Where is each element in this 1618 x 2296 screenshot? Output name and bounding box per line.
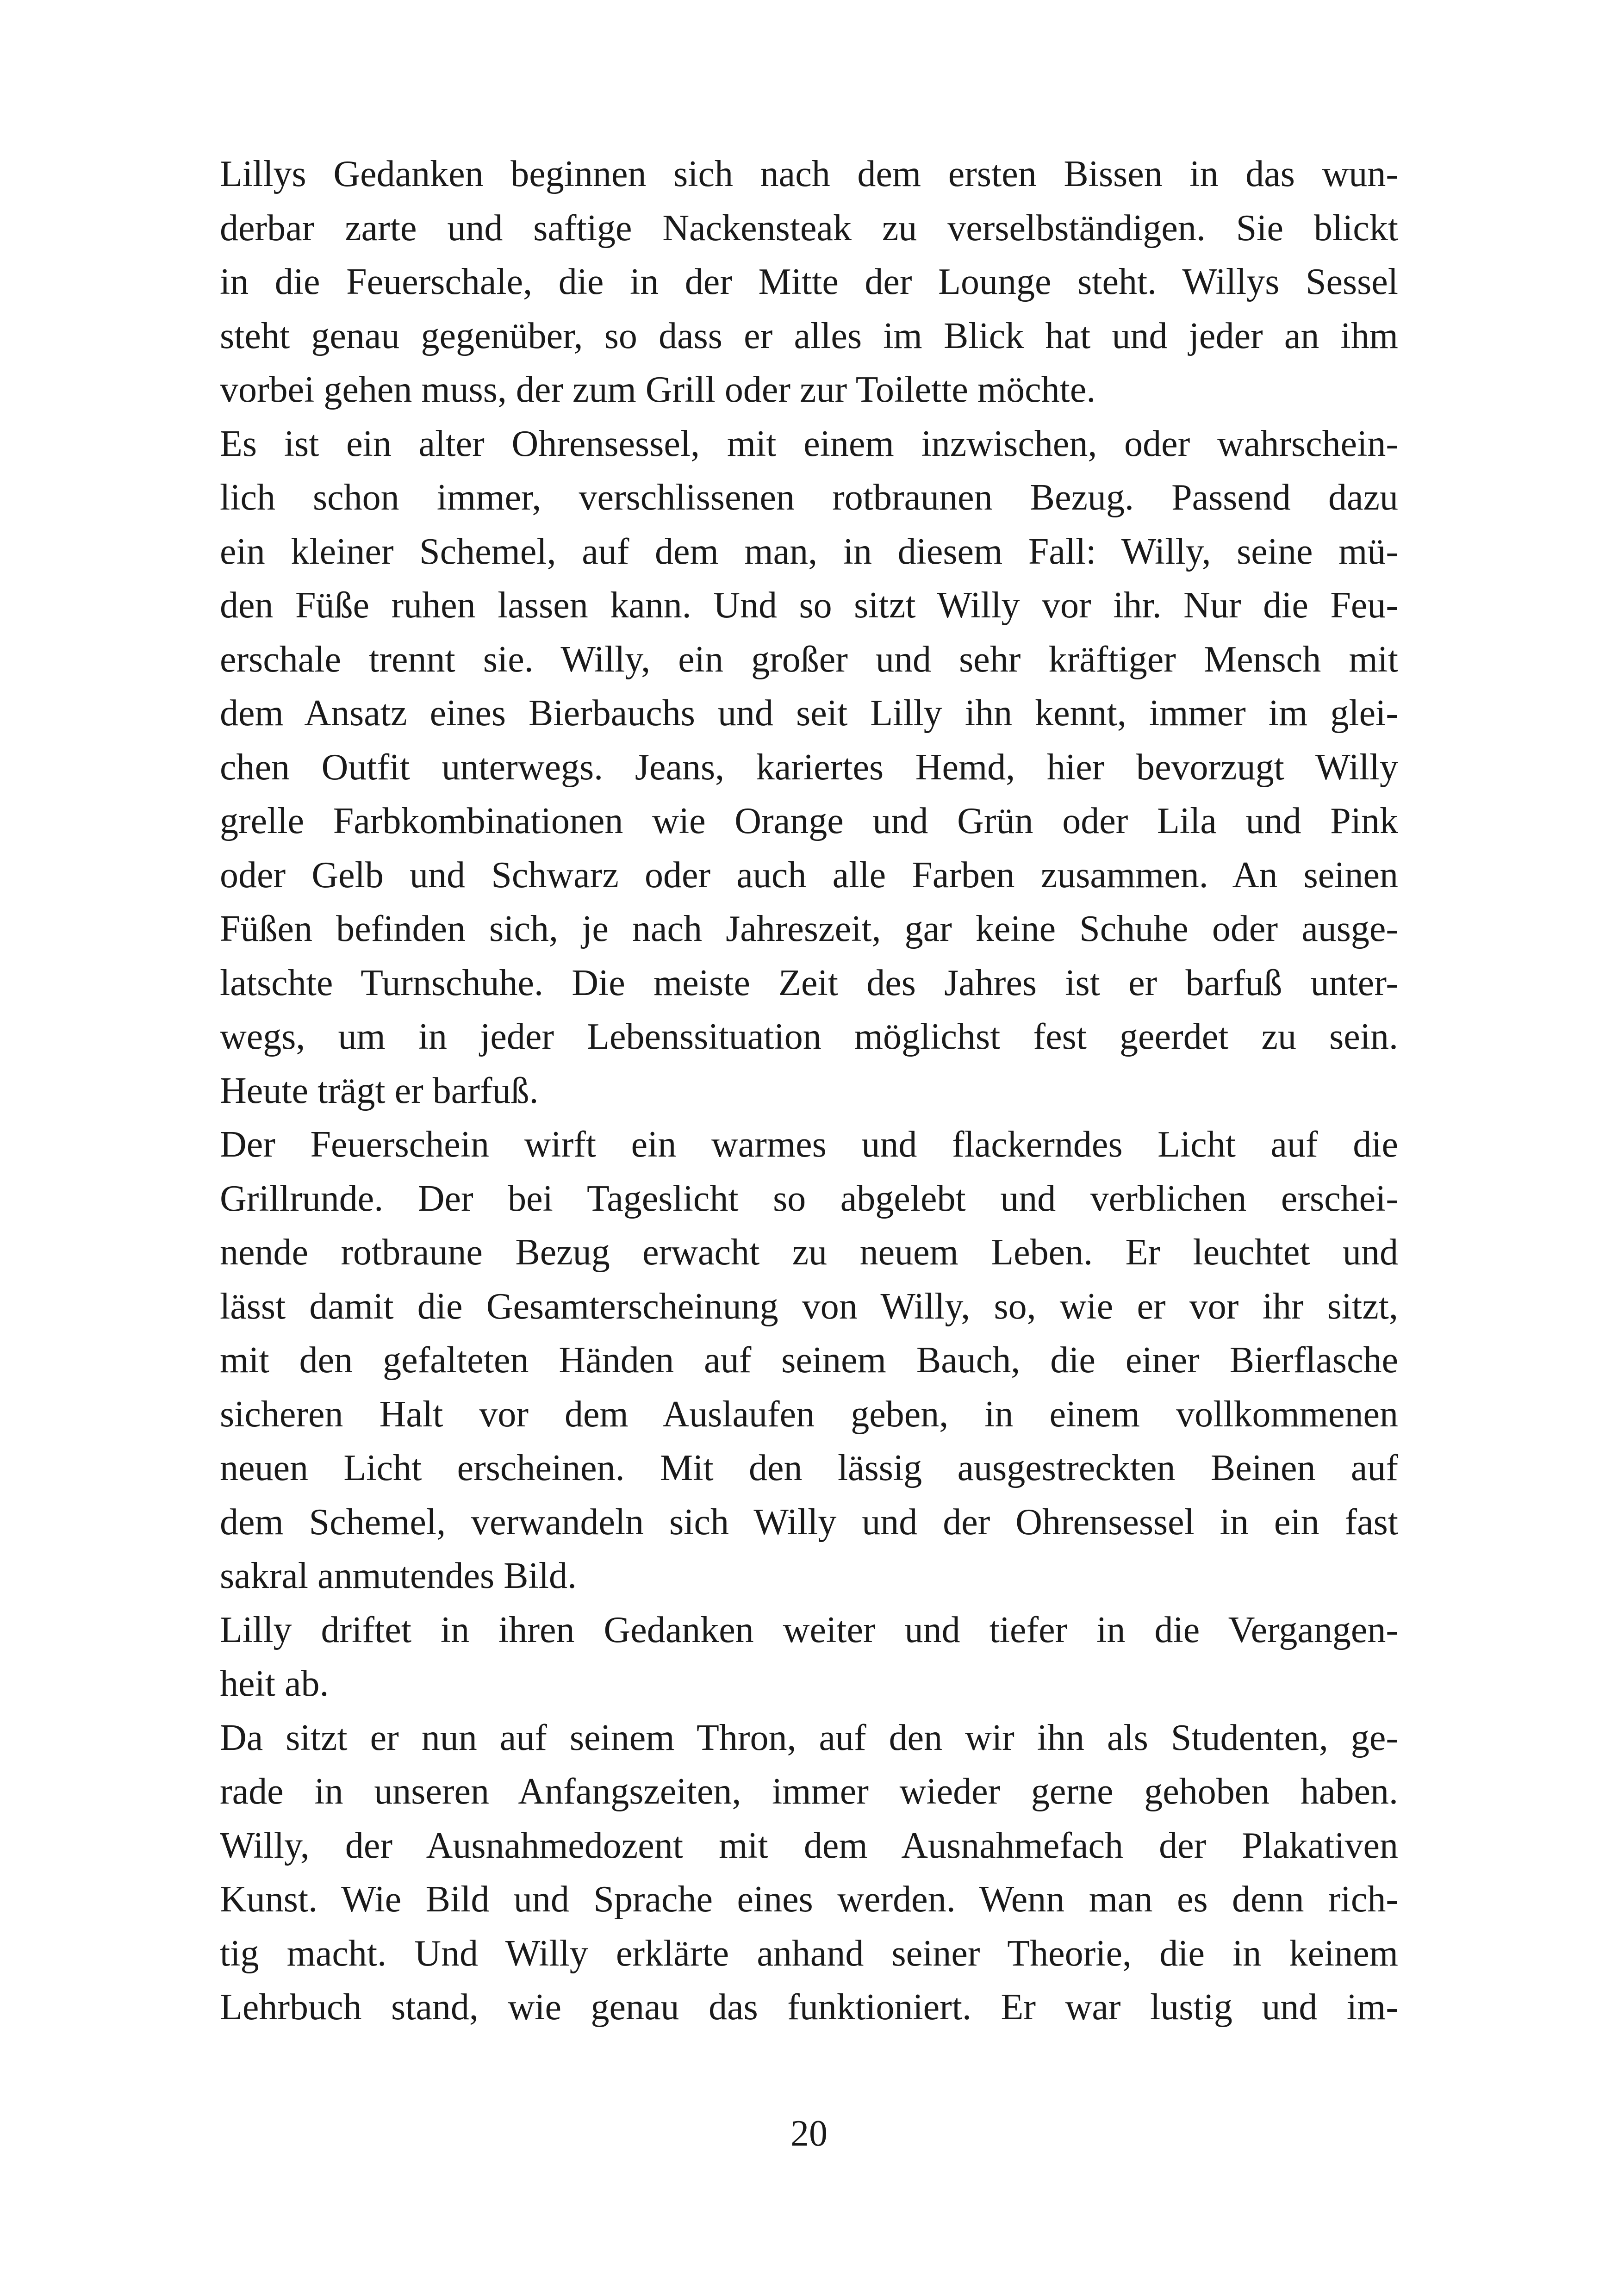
text-line: Lilly driftet in ihren Gedanken weiter und tiefer in die Vergangen- xyxy=(220,1609,1398,1650)
text-line: Da sitzt er nun auf seinem Thron, auf den wir ihn als Studenten, ge- xyxy=(220,1717,1398,1758)
paragraph xyxy=(220,1711,1398,2035)
text-line: Grillrunde. Der bei Tageslicht so abgelebt und verblichen erschei- xyxy=(220,1178,1398,1219)
text-line: Kunst. Wie Bild und Sprache eines werden. Wenn man es denn rich- xyxy=(220,1879,1398,1920)
paragraph xyxy=(220,1118,1398,1603)
text-line: dem Schemel, verwandeln sich Willy und der Ohrensessel in ein fast xyxy=(220,1501,1398,1543)
text-line: Lillys Gedanken beginnen sich nach dem ersten Bissen in das wun- xyxy=(220,154,1398,194)
text-line: nende rotbraune Bezug erwacht zu neuem Leben. Er leuchtet und xyxy=(220,1232,1398,1273)
page-number: 20 xyxy=(790,2113,828,2154)
page-body xyxy=(220,147,1398,2035)
text-line: in die Feuerschale, die in der Mitte der Lounge steht. Willys Sessel xyxy=(220,261,1398,302)
text-line: neuen Licht erscheinen. Mit den lässig ausgestreckten Beinen auf xyxy=(220,1448,1398,1488)
text-line: Heute trägt er barfuß. xyxy=(220,1070,539,1111)
paragraph xyxy=(220,417,1398,1118)
text-line: rade in unseren Anfangszeiten, immer wieder gerne gehoben haben. xyxy=(220,1771,1398,1812)
text-line: sakral anmutendes Bild. xyxy=(220,1556,577,1596)
text-line: sicheren Halt vor dem Auslaufen geben, in einem vollkommenen xyxy=(220,1394,1398,1435)
text-line: derbar zarte und saftige Nackensteak zu verselbständigen. Sie blickt xyxy=(220,207,1398,249)
text-line: heit ab. xyxy=(220,1663,329,1704)
text-line: lässt damit die Gesamterscheinung von Willy, so, wie er vor ihr sitzt, xyxy=(220,1286,1398,1327)
text-line: mit den gefalteten Händen auf seinem Bauch, die einer Bierflasche xyxy=(220,1340,1398,1381)
text-line: Lehrbuch stand, wie genau das funktioniert. Er war lustig und im- xyxy=(220,1987,1398,2028)
text-line: Der Feuerschein wirft ein warmes und flackerndes Licht auf die xyxy=(220,1124,1398,1165)
text-line: dem Ansatz eines Bierbauchs und seit Lilly ihn kennt, immer im glei- xyxy=(220,693,1398,734)
text-line: tig macht. Und Willy erklärte anhand seiner Theorie, die in keinem xyxy=(220,1933,1398,1974)
text-line: wegs, um in jeder Lebenssituation möglichst fest geerdet zu sein. xyxy=(220,1016,1398,1057)
paragraph xyxy=(220,1603,1398,1711)
text-line: Es ist ein alter Ohrensessel, mit einem inzwischen, oder wahrschein- xyxy=(220,423,1398,464)
text-line: latschte Turnschuhe. Die meiste Zeit des Jahres ist er barfuß unter- xyxy=(220,962,1398,1003)
text-line: vorbei gehen muss, der zum Grill oder zur Toilette möchte. xyxy=(220,369,1096,410)
text-line: den Füße ruhen lassen kann. Und so sitzt Willy vor ihr. Nur die Feu- xyxy=(220,585,1398,626)
paragraph xyxy=(220,147,1398,417)
text-line: oder Gelb und Schwarz oder auch alle Farben zusammen. An seinen xyxy=(220,854,1398,896)
text-line: Willy, der Ausnahmedozent mit dem Ausnahmefach der Plakativen xyxy=(220,1825,1398,1866)
text-line: steht genau gegenüber, so dass er alles im Blick hat und jeder an ihm xyxy=(220,315,1398,356)
text-line: lich schon immer, verschlissenen rotbraunen Bezug. Passend dazu xyxy=(220,477,1398,518)
text-line: ein kleiner Schemel, auf dem man, in diesem Fall: Willy, seine mü- xyxy=(220,531,1398,572)
text-line: erschale trennt sie. Willy, ein großer und sehr kräftiger Mensch mit xyxy=(220,639,1398,680)
text-line: Füßen befinden sich, je nach Jahreszeit, gar keine Schuhe oder ausge- xyxy=(220,908,1398,949)
text-line: chen Outfit unterwegs. Jeans, kariertes Hemd, hier bevorzugt Willy xyxy=(220,747,1398,788)
text-line: grelle Farbkombinationen wie Orange und Grün oder Lila und Pink xyxy=(220,801,1398,841)
